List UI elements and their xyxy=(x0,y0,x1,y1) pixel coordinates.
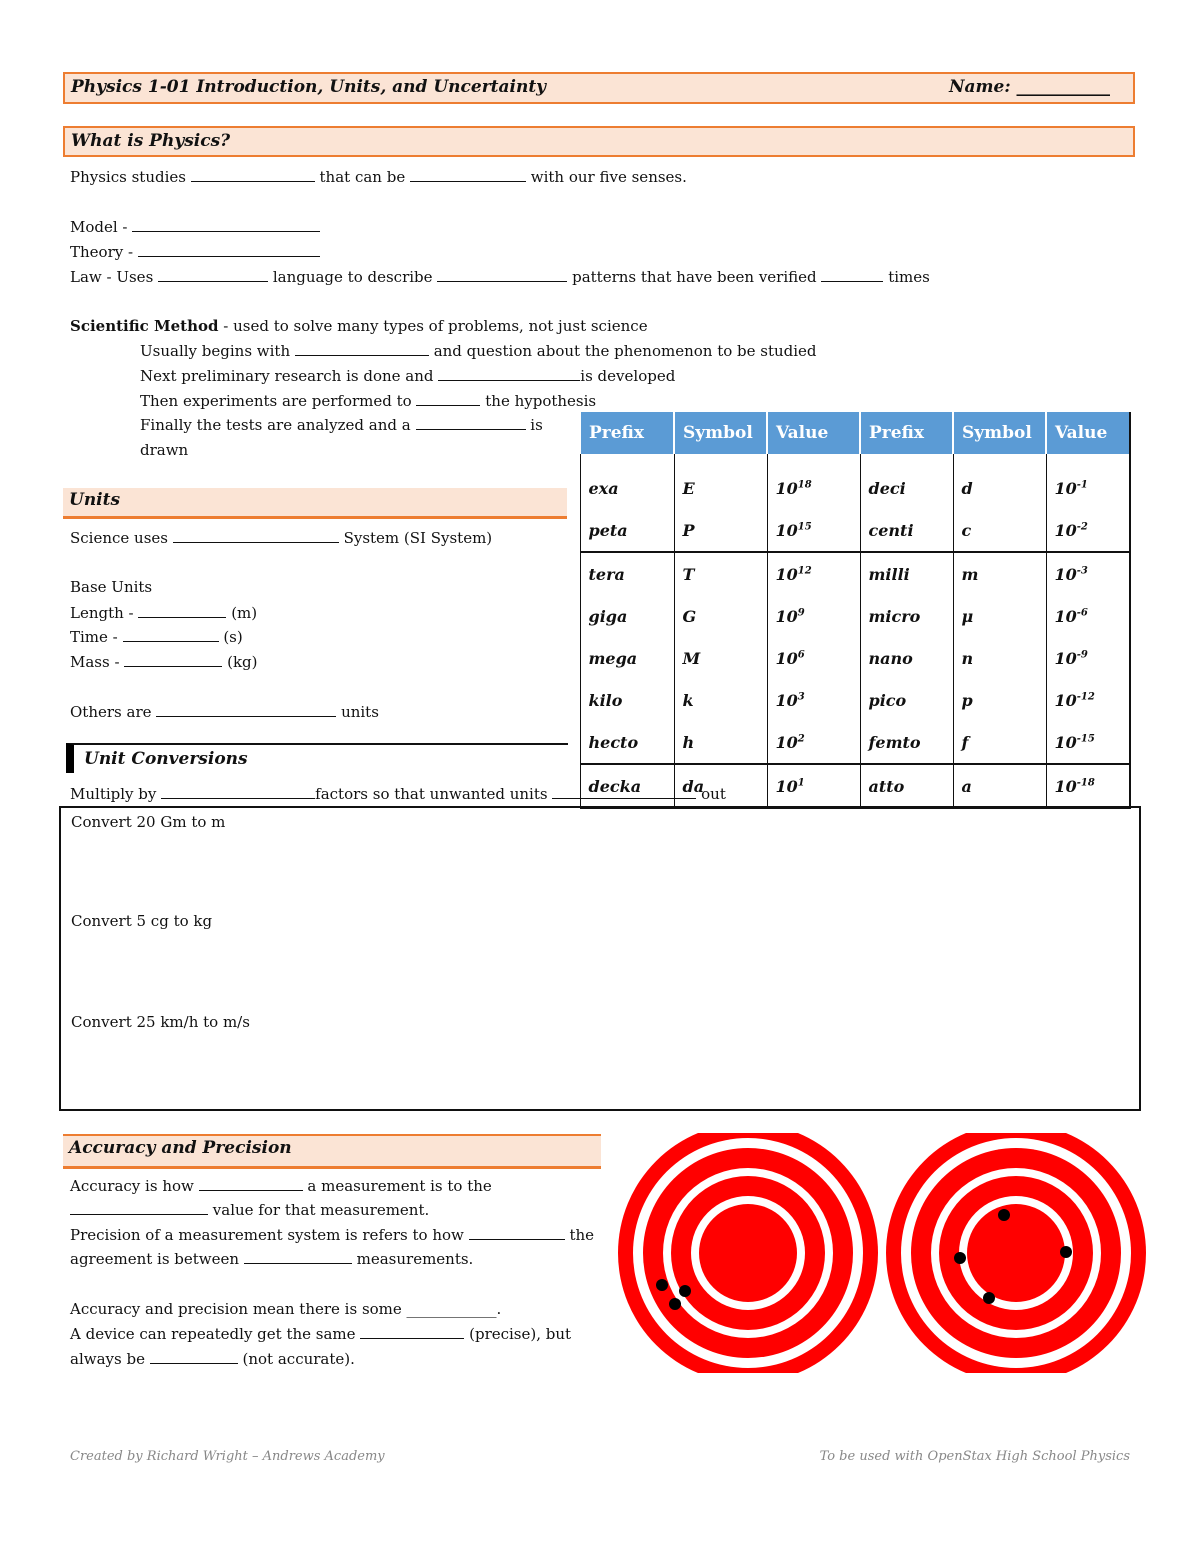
physics-studies-line xyxy=(70,167,687,187)
table-cell xyxy=(953,552,1046,595)
blank[interactable] xyxy=(199,1176,303,1191)
table-cell xyxy=(860,637,953,679)
blank[interactable] xyxy=(438,366,580,381)
text: patterns that have been verified xyxy=(572,268,817,286)
cell-text: 10 xyxy=(775,732,798,752)
table-cell xyxy=(767,637,860,679)
cell-text: 10 xyxy=(1054,776,1077,796)
blank[interactable] xyxy=(150,1349,238,1364)
exponent: -2 xyxy=(1076,521,1088,533)
text: out xyxy=(701,785,726,803)
text: measurements. xyxy=(356,1250,474,1268)
table-row xyxy=(580,454,1130,509)
sm-step-4-cont xyxy=(140,440,188,460)
cell-text: m xyxy=(961,564,979,584)
table-cell xyxy=(580,679,674,721)
heading-text: What is Physics? xyxy=(71,131,231,151)
table-row xyxy=(580,679,1130,721)
table-row xyxy=(580,595,1130,637)
section-heading-accuracy-precision xyxy=(63,1134,601,1169)
exponent: 12 xyxy=(797,565,812,577)
table-cell xyxy=(767,764,860,808)
cell-text: deci xyxy=(868,478,906,498)
accuracy-line-1 xyxy=(70,1176,492,1196)
table-cell xyxy=(1046,679,1130,721)
section-heading-units xyxy=(63,488,567,519)
section-heading-unit-conversions xyxy=(66,743,568,773)
text: Precision of a measurement system is refers to how xyxy=(70,1226,464,1244)
col-header: Value xyxy=(767,412,860,454)
col-header: Symbol xyxy=(953,412,1046,454)
text: Accuracy is how xyxy=(70,1177,194,1195)
conversion-3: Convert 25 km/h to m/s xyxy=(71,1013,250,1031)
time-line xyxy=(70,627,243,647)
cell-text: tera xyxy=(588,564,625,584)
cell-text: milli xyxy=(868,564,910,584)
table-cell xyxy=(674,454,767,509)
target-right xyxy=(886,1133,1146,1373)
cell-text: n xyxy=(961,648,974,668)
exponent: 1 xyxy=(797,777,805,789)
text: language to describe xyxy=(272,268,433,286)
hit-dot xyxy=(954,1252,966,1264)
blank[interactable] xyxy=(124,652,222,667)
text: Model - xyxy=(70,218,128,236)
acc-prec-line: Accuracy and precision mean there is some ____________. xyxy=(70,1300,502,1318)
target-illustrations xyxy=(618,1133,1148,1373)
text: Theory - xyxy=(70,243,134,261)
blank[interactable] xyxy=(821,267,883,282)
exponent: -6 xyxy=(1076,607,1088,619)
table-cell xyxy=(767,721,860,764)
sm-step-4 xyxy=(140,415,543,435)
text: with our five senses. xyxy=(530,168,687,186)
cell-text: 10 xyxy=(775,776,798,796)
blank[interactable] xyxy=(161,784,315,799)
exponent: 9 xyxy=(797,607,805,619)
text: (s) xyxy=(223,628,243,646)
table-body xyxy=(580,454,1130,808)
text: Law - Uses xyxy=(70,268,154,286)
conversion-1: Convert 20 Gm to m xyxy=(71,813,226,831)
cell-text: 10 xyxy=(1054,690,1077,710)
text: always be xyxy=(70,1350,145,1368)
page-title: Physics 1-01 Introduction, Units, and Uncertainty xyxy=(71,77,547,97)
device-line-2 xyxy=(70,1349,355,1369)
blank[interactable] xyxy=(416,415,526,430)
cell-text: h xyxy=(682,732,695,752)
table-cell xyxy=(860,509,953,552)
cell-text: d xyxy=(961,478,973,498)
table-cell xyxy=(580,552,674,595)
text: the hypothesis xyxy=(485,392,597,410)
text: Length - xyxy=(70,604,134,622)
heading-text: Units xyxy=(69,490,121,510)
cell-text: exa xyxy=(588,478,619,498)
text-bold: Scientific Method xyxy=(70,317,219,335)
exponent: 18 xyxy=(797,479,812,491)
text: is xyxy=(530,416,543,434)
table-cell xyxy=(580,595,674,637)
cell-text: decka xyxy=(588,776,642,796)
cell-text: nano xyxy=(868,648,913,668)
exponent: -18 xyxy=(1076,777,1095,789)
cell-text: peta xyxy=(588,520,628,540)
table-cell xyxy=(580,454,674,509)
cell-text: G xyxy=(682,606,697,626)
table-cell xyxy=(1046,552,1130,595)
cell-text: 10 xyxy=(775,520,798,540)
table-cell xyxy=(1046,595,1130,637)
text: Mass - xyxy=(70,653,120,671)
law-line xyxy=(70,267,930,287)
table-cell xyxy=(1046,637,1130,679)
sm-step-1 xyxy=(140,341,817,361)
exponent: -12 xyxy=(1076,691,1095,703)
table-cell xyxy=(1046,764,1130,808)
col-header: Symbol xyxy=(674,412,767,454)
text: the xyxy=(569,1226,595,1244)
table-cell xyxy=(767,454,860,509)
table-row xyxy=(580,721,1130,764)
text: Others are xyxy=(70,703,152,721)
text: value for that measurement. xyxy=(212,1201,430,1219)
table-cell xyxy=(674,764,767,808)
text: Then experiments are performed to xyxy=(140,392,412,410)
exponent: 15 xyxy=(797,521,812,533)
col-header: Value xyxy=(1046,412,1130,454)
cell-text: 10 xyxy=(1054,648,1077,668)
table-cell xyxy=(953,595,1046,637)
blank[interactable] xyxy=(138,242,320,257)
hit-dot xyxy=(679,1285,691,1297)
cell-text: pico xyxy=(868,690,907,710)
blank[interactable] xyxy=(70,1200,208,1215)
conversion-2: Convert 5 cg to kg xyxy=(71,912,213,930)
blank[interactable] xyxy=(295,341,429,356)
text: drawn xyxy=(140,441,189,459)
cell-text: da xyxy=(682,776,705,796)
table-cell xyxy=(860,764,953,808)
cell-text: f xyxy=(961,732,969,752)
table-cell xyxy=(580,721,674,764)
table-cell xyxy=(767,679,860,721)
table-cell xyxy=(953,454,1046,509)
blank[interactable] xyxy=(156,702,336,717)
scientific-method-line xyxy=(70,316,648,336)
device-line-1 xyxy=(70,1324,571,1344)
table-cell xyxy=(580,637,674,679)
hit-dot xyxy=(1060,1246,1072,1258)
conversion-work-box xyxy=(59,806,1141,1111)
table-row xyxy=(580,637,1130,679)
prefix-table xyxy=(579,412,1131,809)
blank[interactable] xyxy=(158,267,268,282)
cell-text: M xyxy=(682,648,701,668)
text: Usually begins with xyxy=(140,342,291,360)
sm-step-3 xyxy=(140,391,596,411)
blank[interactable] xyxy=(244,1249,352,1264)
table-cell xyxy=(1046,509,1130,552)
blank[interactable] xyxy=(132,217,320,232)
target-left xyxy=(618,1133,878,1373)
text: (kg) xyxy=(227,653,258,671)
precision-line-2 xyxy=(70,1249,473,1269)
cell-text: 10 xyxy=(775,564,798,584)
sm-step-2 xyxy=(140,366,675,386)
base-units-label: Base Units xyxy=(70,578,153,596)
table-row xyxy=(580,509,1130,552)
text: Science uses xyxy=(70,529,168,547)
blank[interactable] xyxy=(416,391,480,406)
accuracy-line-2 xyxy=(70,1200,429,1220)
table-cell xyxy=(674,721,767,764)
name-field-label: Name: ___________ xyxy=(949,77,1111,97)
text: (precise), but xyxy=(469,1325,572,1343)
cell-text: 10 xyxy=(775,648,798,668)
text: - used to solve many types of problems, not just science xyxy=(218,317,648,335)
table-cell xyxy=(860,454,953,509)
table-row xyxy=(580,552,1130,595)
cell-text: μ xyxy=(961,606,974,626)
cell-text: 10 xyxy=(775,690,798,710)
hit-dot xyxy=(669,1298,681,1310)
precision-line-1 xyxy=(70,1225,594,1245)
cell-text: atto xyxy=(868,776,905,796)
theory-line xyxy=(70,242,320,262)
table-cell xyxy=(580,509,674,552)
table-cell xyxy=(953,637,1046,679)
table-cell xyxy=(580,764,674,808)
table-cell xyxy=(674,552,767,595)
cell-text: centi xyxy=(868,520,914,540)
table-cell xyxy=(674,595,767,637)
blank[interactable] xyxy=(360,1324,464,1339)
table-cell xyxy=(767,509,860,552)
blank[interactable] xyxy=(191,167,315,182)
table-cell xyxy=(1046,454,1130,509)
table-cell xyxy=(860,552,953,595)
table-cell xyxy=(953,721,1046,764)
heading-text: Unit Conversions xyxy=(84,749,248,769)
text: Next preliminary research is done and xyxy=(140,367,434,385)
science-uses-line xyxy=(70,528,492,548)
text: Multiply by xyxy=(70,785,157,803)
exponent: 6 xyxy=(797,649,805,661)
text: units xyxy=(341,703,379,721)
text: agreement is between xyxy=(70,1250,240,1268)
table-cell xyxy=(674,637,767,679)
text: and question about the phenomenon to be studied xyxy=(433,342,817,360)
exponent: -15 xyxy=(1076,733,1095,745)
cell-text: femto xyxy=(868,732,921,752)
blank[interactable] xyxy=(469,1225,565,1240)
text: Finally the tests are analyzed and a xyxy=(140,416,411,434)
cell-text: T xyxy=(682,564,695,584)
cell-text: 10 xyxy=(775,606,798,626)
text: (not accurate). xyxy=(242,1350,355,1368)
cell-text: hecto xyxy=(588,732,639,752)
exponent: -9 xyxy=(1076,649,1088,661)
cell-text: p xyxy=(961,690,973,710)
text: System (SI System) xyxy=(343,529,493,547)
footer-right: To be used with OpenStax High School Physics xyxy=(819,1449,1130,1464)
cell-text: 10 xyxy=(1054,520,1077,540)
exponent: 3 xyxy=(797,691,805,703)
cell-text: c xyxy=(961,520,972,540)
table-cell xyxy=(767,595,860,637)
length-line xyxy=(70,603,257,623)
table-cell xyxy=(767,552,860,595)
footer-left: Created by Richard Wright – Andrews Academy xyxy=(70,1449,385,1464)
table-row xyxy=(580,764,1130,808)
hit-dot xyxy=(998,1209,1010,1221)
table-header-row xyxy=(580,412,1130,454)
cell-text: 10 xyxy=(1054,564,1077,584)
cell-text: k xyxy=(682,690,694,710)
mass-line xyxy=(70,652,258,672)
table-cell xyxy=(860,679,953,721)
cell-text: 10 xyxy=(775,478,798,498)
cell-text: 10 xyxy=(1054,732,1077,752)
table-cell xyxy=(953,764,1046,808)
text: Physics studies xyxy=(70,168,186,186)
table-cell xyxy=(860,595,953,637)
cell-text: kilo xyxy=(588,690,623,710)
cell-text: 10 xyxy=(1054,606,1077,626)
blank[interactable] xyxy=(437,267,567,282)
heading-text: Accuracy and Precision xyxy=(69,1138,292,1158)
table-cell xyxy=(953,679,1046,721)
cell-text: P xyxy=(682,520,695,540)
text: a measurement is to the xyxy=(307,1177,492,1195)
blank[interactable] xyxy=(410,167,526,182)
col-header: Prefix xyxy=(860,412,953,454)
text: (m) xyxy=(231,604,258,622)
exponent: -3 xyxy=(1076,565,1088,577)
hit-dot xyxy=(983,1292,995,1304)
others-line xyxy=(70,702,379,722)
exponent: 2 xyxy=(797,733,805,745)
table-cell xyxy=(1046,721,1130,764)
cell-text: mega xyxy=(588,648,638,668)
hit-dot xyxy=(656,1279,668,1291)
section-heading-what-is-physics xyxy=(63,126,1135,157)
text: factors so that unwanted units xyxy=(315,785,548,803)
table-cell xyxy=(953,509,1046,552)
table-cell xyxy=(860,721,953,764)
text: times xyxy=(888,268,930,286)
cell-text: 10 xyxy=(1054,478,1077,498)
exponent: -1 xyxy=(1076,479,1088,491)
col-header: Prefix xyxy=(580,412,674,454)
table-cell xyxy=(674,509,767,552)
title-bar xyxy=(63,72,1135,104)
table-cell xyxy=(674,679,767,721)
blank[interactable] xyxy=(123,627,219,642)
cell-text: giga xyxy=(588,606,628,626)
model-line xyxy=(70,217,320,237)
blank[interactable] xyxy=(138,603,226,618)
text: Time - xyxy=(70,628,118,646)
cell-text: micro xyxy=(868,606,921,626)
text: is developed xyxy=(580,367,676,385)
cell-text: a xyxy=(961,776,972,796)
cell-text: E xyxy=(682,478,695,498)
text: A device can repeatedly get the same xyxy=(70,1325,356,1343)
text: that can be xyxy=(319,168,406,186)
blank[interactable] xyxy=(173,528,339,543)
